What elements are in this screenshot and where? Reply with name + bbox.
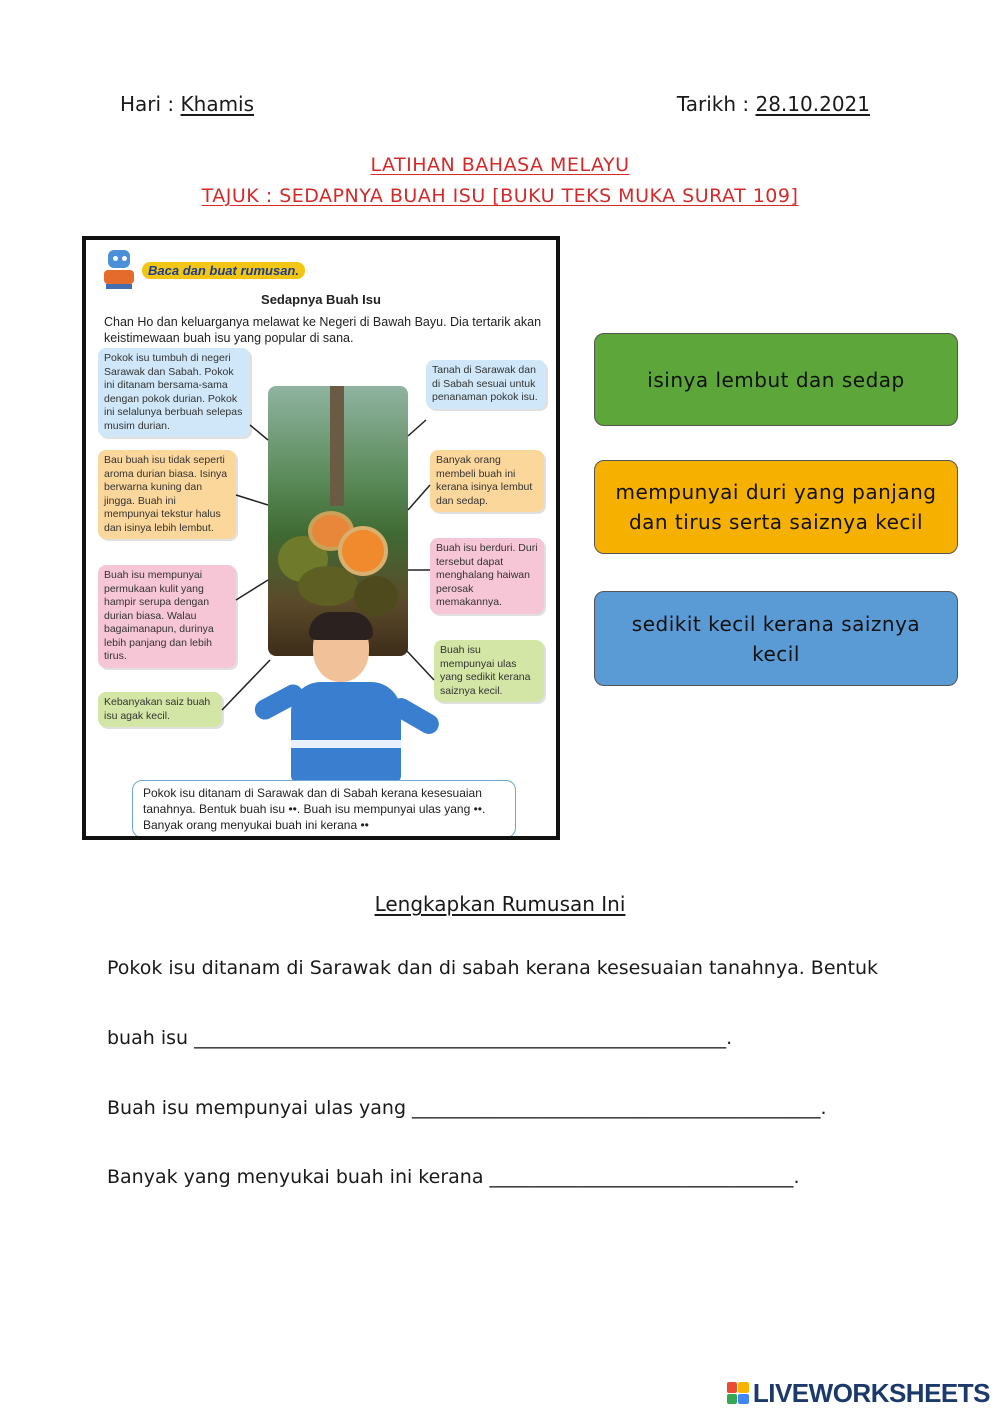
date-label: Tarikh : [676, 92, 756, 116]
exercise-line-1: Pokok isu ditanam di Sarawak dan di sabah kerana kesesuaian tanahnya. Bentuk [107, 957, 879, 979]
textbook-title: Sedapnya Buah Isu [261, 292, 381, 307]
logo-text: LIVEWORKSHEETS [752, 1377, 990, 1408]
date-value: 28.10.2021 [755, 92, 870, 116]
date-field [677, 92, 870, 116]
info-card-right-1: Tanah di Sarawak dan di Sabah sesuai untuk penanaman pokok isu. [426, 360, 546, 409]
answer-option-1[interactable]: isinya lembut dan sedap [594, 333, 958, 426]
answer-option-2[interactable]: mempunyai duri yang panjang dan tirus serta saiznya kecil [594, 460, 958, 554]
worksheet-title: LATIHAN BAHASA MELAYU [370, 154, 630, 176]
answer-option-3[interactable]: sedikit kecil kerana saiznya kecil [594, 591, 958, 686]
textbook-summary: Pokok isu ditanam di Sarawak dan di Sabah kerana kesesuaian tanahnya. Bentuk buah isu ••. Buah isu mempunyai ulas yang ••. Banyak orang menyukai buah ini kerana •• [132, 780, 516, 838]
day-value: Khamis [180, 92, 255, 116]
info-card-left-1: Pokok isu tumbuh di negeri Sarawak dan Sabah. Pokok ini ditanam bersama-sama dengan pokok durian. Pokok ini selalunya berbuah selepas musim durian. [98, 348, 250, 437]
info-card-left-2: Bau buah isu tidak seperti aroma durian biasa. Isinya berwarna kuning dan jingga. Buah ini mempunyai tekstur halus dan isinya lebih lembut. [98, 450, 236, 539]
day-field [120, 92, 254, 116]
info-card-left-3: Buah isu mempunyai permukaan kulit yang hampir serupa dengan durian biasa. Walau bagaimanapun, durinya lebih panjang dan lebih tirus. [98, 565, 236, 668]
blank-reason[interactable]: Banyak yang menyukai buah ini kerana ________________________________. [107, 1166, 800, 1188]
info-card-left-4: Kebanyakan saiz buah isu agak kecil. [98, 692, 222, 727]
worksheet-topic: TAJUK : SEDAPNYA BUAH ISU [BUKU TEKS MUKA SURAT 109] [201, 185, 799, 207]
info-card-right-4: Buah isu mempunyai ulas yang sedikit kerana saiznya kecil. [434, 640, 544, 702]
day-label: Hari : [120, 92, 181, 116]
liveworksheets-logo [727, 1378, 990, 1408]
blank-segments[interactable]: Buah isu mempunyai ulas yang ___________________________________________. [107, 1097, 827, 1119]
textbook-page-image [82, 236, 560, 840]
exercise-heading: Lengkapkan Rumusan Ini [374, 892, 626, 916]
textbook-intro: Chan Ho dan keluarganya melawat ke Negeri di Bawah Bayu. Dia tertarik akan keistimewaan buah isu yang popular di sana. [104, 315, 542, 345]
info-card-right-2: Banyak orang membeli buah ini kerana isinya lembut dan sedap. [430, 450, 544, 512]
logo-mark-icon [727, 1382, 749, 1404]
info-card-right-3: Buah isu berduri. Duri tersebut dapat menghalang haiwan perosak memakannya. [430, 538, 544, 614]
blank-shape[interactable]: buah isu ________________________________________________________. [107, 1027, 733, 1049]
textbook-instruction: Baca dan buat rumusan. [142, 262, 305, 279]
